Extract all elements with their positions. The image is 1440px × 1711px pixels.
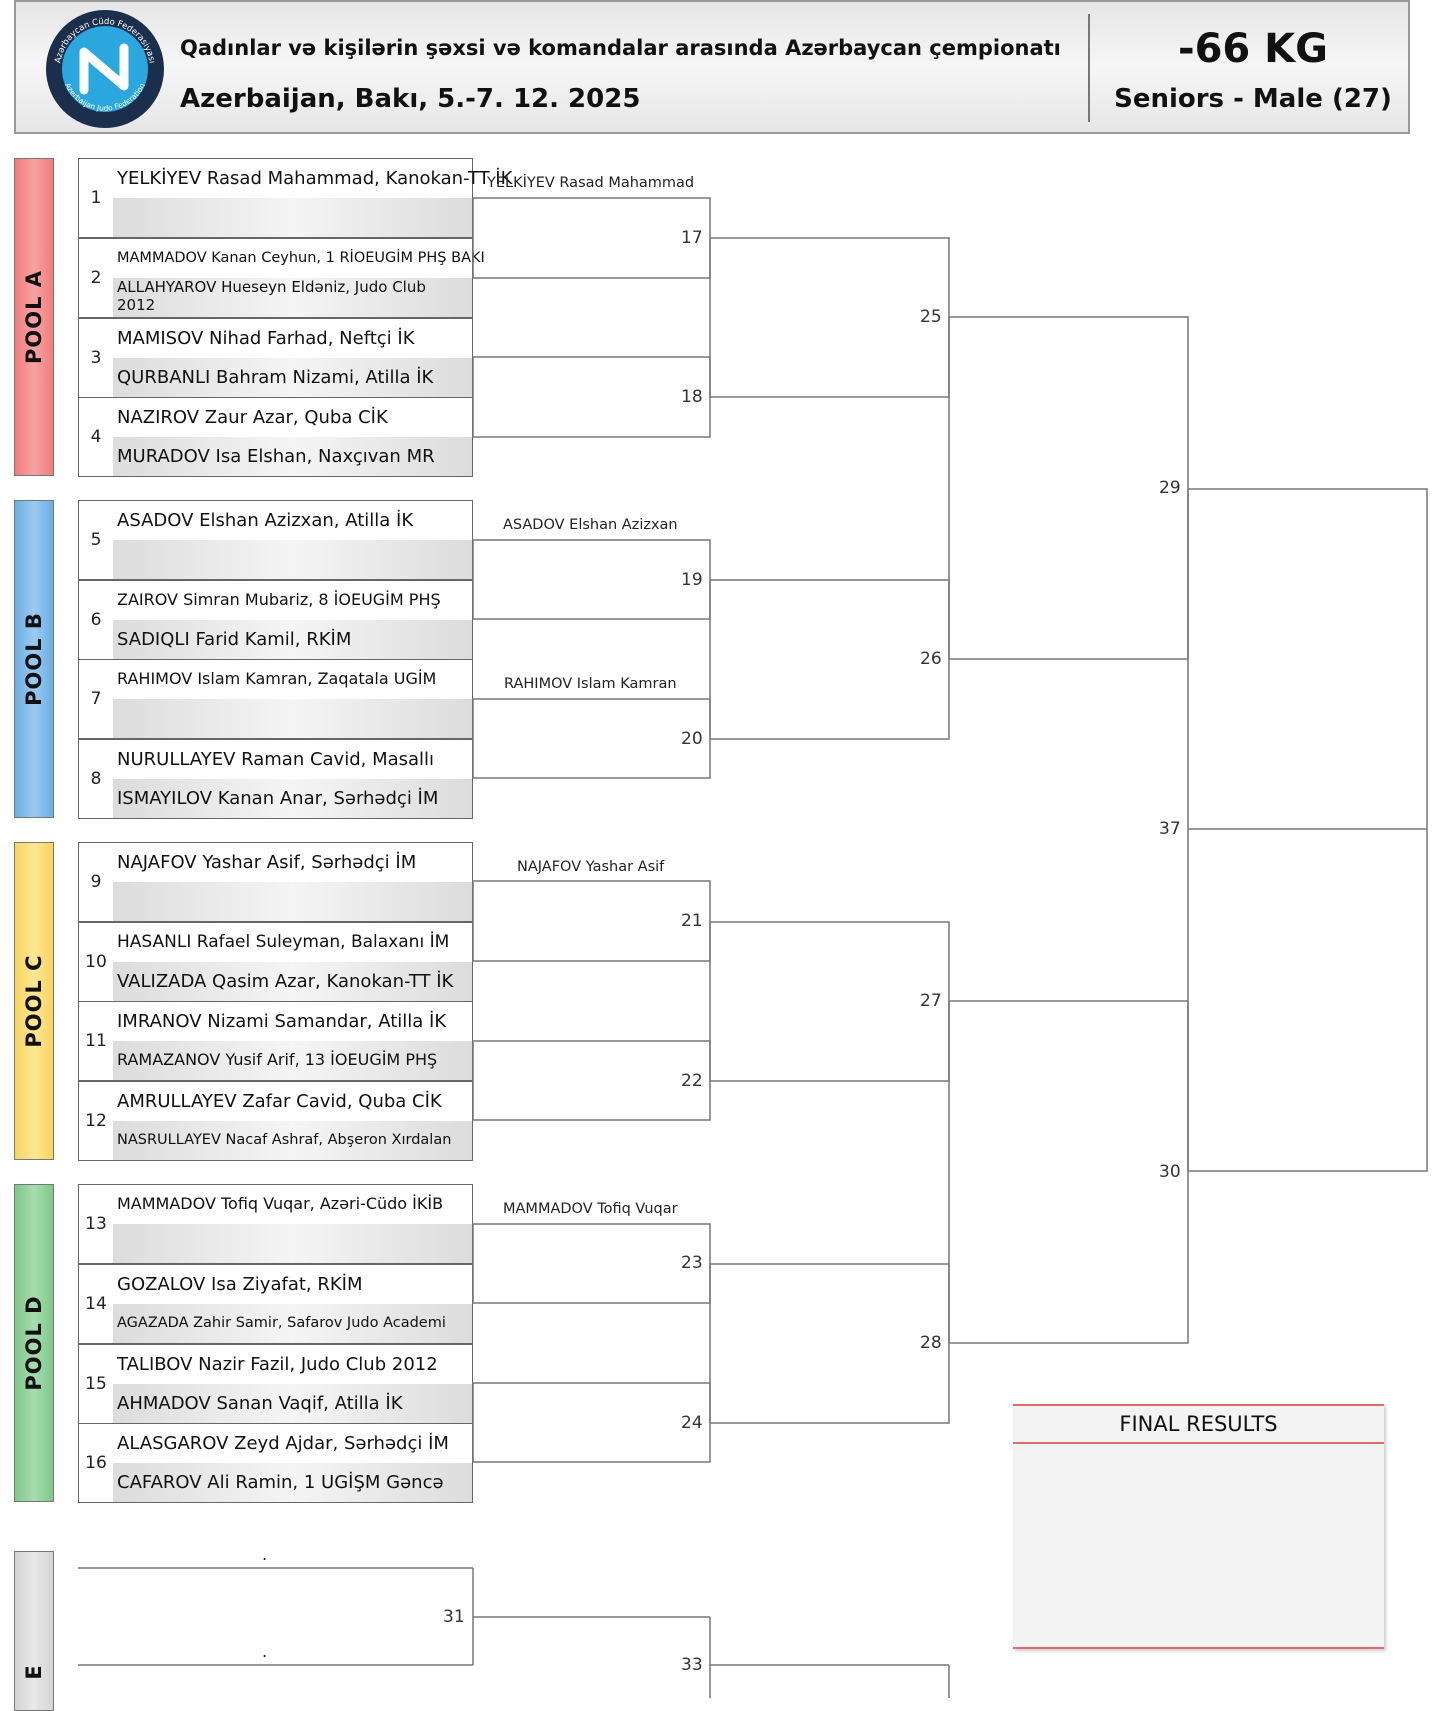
competitor-white[interactable]: MAMISOV Nihad Farhad, Neftçi İK (113, 319, 472, 359)
competitor-white[interactable]: YELKİYEV Rasad Mahammad, Kanokan-TT İK (113, 159, 472, 199)
competitor-white[interactable]: ALASGAROV Zeyd Ajdar, Sərhədçi İM (113, 1424, 472, 1464)
round-number-23: 23 (681, 1253, 703, 1273)
competitor-blue[interactable]: AHMADOV Sanan Vaqif, Atilla İK (113, 1384, 472, 1423)
match-number: 16 (79, 1424, 114, 1502)
match-box-21 (473, 881, 710, 961)
match-number: 11 (79, 1002, 114, 1080)
match-number: 7 (79, 660, 114, 738)
competitor-blue[interactable]: VALIZADA Qasim Azar, Kanokan-TT İK (113, 962, 472, 1001)
match-box-27 (710, 922, 949, 1081)
match-number: 8 (79, 740, 114, 818)
advance-17: YELKİYEV Rasad Mahammad (487, 175, 695, 191)
round-number-22: 22 (681, 1071, 703, 1091)
competitor-white[interactable]: HASANLI Rafael Suleyman, Balaxanı İM (113, 923, 472, 963)
match-box-37 (1188, 489, 1427, 1171)
competitor-white[interactable]: AMRULLAYEV Zafar Cavid, Quba CİK (113, 1082, 472, 1122)
pool-c-label: POOL C (14, 842, 54, 1160)
competitor-white[interactable]: RAHIMOV Islam Kamran, Zaqatala UGİM (113, 660, 472, 700)
match-number: 14 (79, 1265, 114, 1343)
round-number-25: 25 (920, 307, 942, 327)
match-number: 3 (79, 319, 114, 397)
advance-19: ASADOV Elshan Azizxan (503, 517, 678, 533)
competitor-white[interactable]: NAJAFOV Yashar Asif, Sərhədçi İM (113, 843, 472, 883)
match-box-20 (473, 699, 710, 778)
competitor-blue[interactable]: ISMAYILOV Kanan Anar, Sərhədçi İM (113, 779, 472, 818)
round-number-26: 26 (920, 649, 942, 669)
match-box-29 (949, 317, 1188, 659)
competitor-white[interactable]: NURULLAYEV Raman Cavid, Masallı (113, 740, 472, 780)
competitor-white[interactable]: ASADOV Elshan Azizxan, Atilla İK (113, 501, 472, 541)
final-results-title: FINAL RESULTS (1119, 1412, 1278, 1436)
pool-d-label: POOL D (14, 1184, 54, 1502)
match-box-25 (710, 238, 949, 397)
repechage-placeholder: . (262, 1545, 268, 1564)
svg-text:Azerbaijan Judo Federation: Azerbaijan Judo Federation (63, 81, 147, 113)
round-number-24: 24 (681, 1413, 703, 1433)
competitor-white[interactable]: IMRANOV Nizami Samandar, Atilla İK (113, 1002, 472, 1042)
repechage-placeholder: . (262, 1642, 268, 1661)
round-number-19: 19 (681, 570, 703, 590)
competitor-blue[interactable]: QURBANLI Bahram Nizami, Atilla İK (113, 358, 472, 397)
match-box-17 (473, 198, 710, 278)
competitor-blue[interactable]: ALLAHYAROV Hueseyn Eldəniz, Judo Club 2012 (113, 278, 472, 317)
round-number-31: 31 (443, 1607, 465, 1627)
round-number-17: 17 (681, 228, 703, 248)
competitor-blue[interactable]: MURADOV Isa Elshan, Naxçıvan MR (113, 437, 472, 476)
competitor-blue[interactable]: CAFAROV Ali Ramin, 1 UGİŞM Gəncə (113, 1463, 472, 1502)
match-number: 5 (79, 501, 114, 579)
advance-21: NAJAFOV Yashar Asif (517, 859, 665, 875)
competitor-blue[interactable]: RAMAZANOV Yusif Arif, 13 İOEUGİM PHŞ (113, 1041, 472, 1080)
svg-text:Azərbaycan Cüdo Federasiyası: Azərbaycan Cüdo Federasiyası (53, 16, 157, 65)
match-number: 4 (79, 398, 114, 476)
competitor-white[interactable]: MAMMADOV Tofiq Vuqar, Azəri-Cüdo İKİB (113, 1185, 472, 1225)
match-number: 13 (79, 1185, 114, 1263)
match-number: 1 (79, 159, 114, 237)
pool-e-label: E (14, 1551, 54, 1711)
match-box-30 (949, 1001, 1188, 1343)
competitor-blue[interactable]: AGAZADA Zahir Samir, Safarov Judo Academi (113, 1304, 472, 1343)
round-number-33: 33 (681, 1655, 703, 1675)
final-results-panel (1013, 1404, 1384, 1649)
competitor-blue[interactable]: NASRULLAYEV Nacaf Ashraf, Abşeron Xırdalan (113, 1121, 472, 1160)
advance-23: MAMMADOV Tofiq Vuqar (503, 1201, 678, 1217)
match-box-18 (473, 357, 710, 437)
age-gender-category: Seniors - Male (27) (1114, 84, 1392, 114)
round-number-18: 18 (681, 387, 703, 407)
competitor-white[interactable]: GOZALOV Isa Ziyafat, RKİM (113, 1265, 472, 1305)
match-box-26 (710, 580, 949, 739)
match-box-23 (473, 1224, 710, 1303)
round-number-29: 29 (1159, 478, 1181, 498)
round-number-20: 20 (681, 729, 703, 749)
round-number-21: 21 (681, 911, 703, 931)
event-location-date: Azerbaijan, Bakı, 5.-7. 12. 2025 (180, 84, 641, 114)
match-number: 2 (79, 239, 114, 317)
round-number-28: 28 (920, 1333, 942, 1353)
competitor-blue[interactable]: SADIQLI Farid Kamil, RKİM (113, 620, 472, 659)
match-box-19 (473, 540, 710, 619)
competitor-white[interactable]: TALIBOV Nazir Fazil, Judo Club 2012 (113, 1345, 472, 1385)
competitor-white[interactable]: ZAIROV Simran Mubariz, 8 İOEUGİM PHŞ (113, 581, 472, 621)
match-number: 10 (79, 923, 114, 1001)
match-box-28 (710, 1264, 949, 1423)
round-number-30: 30 (1159, 1162, 1181, 1182)
competitor-white[interactable]: MAMMADOV Kanan Ceyhun, 1 RİOEUGİM PHŞ BAKI (113, 239, 472, 279)
competitor-white[interactable]: NAZIROV Zaur Azar, Quba CİK (113, 398, 472, 438)
advance-20: RAHIMOV Islam Kamran (504, 676, 677, 692)
round-number-37: 37 (1159, 819, 1181, 839)
match-box-24 (473, 1383, 710, 1462)
match-number: 12 (79, 1082, 114, 1160)
pool-a-label: POOL A (14, 158, 54, 476)
match-number: 6 (79, 581, 114, 659)
pool-b-label: POOL B (14, 500, 54, 818)
round-number-27: 27 (920, 991, 942, 1011)
championship-title: Qadınlar və kişilərin şəxsi və komandalar arasında Azərbaycan çempionatı (180, 36, 1061, 60)
match-box-22 (473, 1041, 710, 1120)
weight-category: -66 KG (1177, 26, 1329, 72)
match-number: 15 (79, 1345, 114, 1423)
match-number: 9 (79, 843, 114, 921)
